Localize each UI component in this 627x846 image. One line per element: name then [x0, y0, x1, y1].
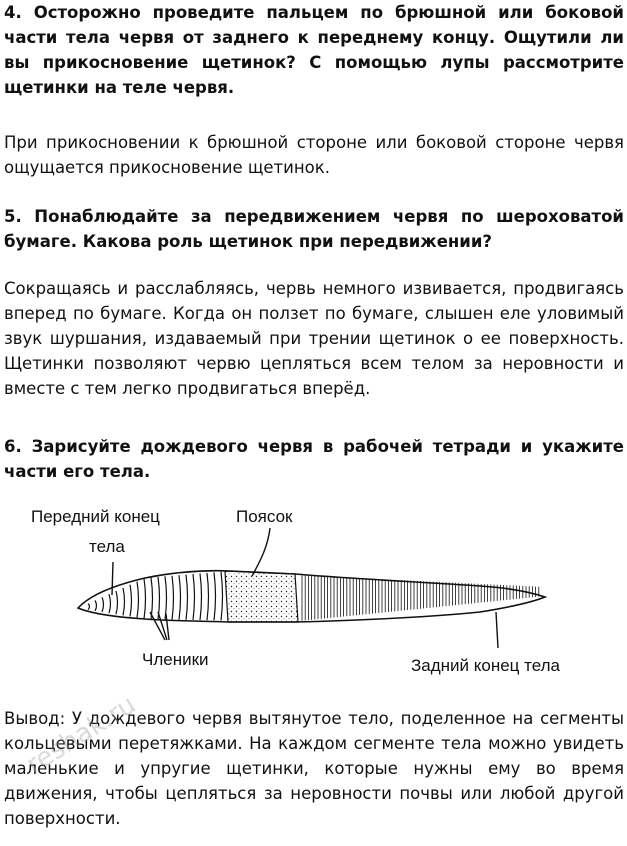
label-front-end-line1: Передний конец — [31, 507, 160, 526]
task6-question: 6. Зарисуйте дождевого червя в рабочей тетради и укажите части его тела. — [4, 437, 624, 481]
task4-question: 4. Осторожно проведите пальцем по брюшной или боковой части тела червя от заднего к переднему концу. Ощутили ли вы прикосновение щетинок? С помощью лупы рассмотрите щетинки на теле червя. — [4, 3, 624, 97]
watermark-text: reshak.ru — [21, 689, 142, 781]
label-segments: Членики — [142, 650, 209, 669]
label-rear-end: Задний конец тела — [411, 656, 560, 675]
conclusion-text: Вывод: У дождевого червя вытянутое тело, поделенное на сегменты кольцевыми перетяжками. На каждом сегменте тела можно увидеть маленькие и упругие щетинки, которые нужны ему во время движения, чтобы цепляться за неровности почвы или любой другой поверхности. — [4, 709, 624, 828]
girdle-pointer — [252, 528, 270, 576]
task4-answer: При прикосновении к брюшной стороне или боковой стороне червя ощущается прикосновение щетинок. — [4, 133, 624, 177]
task5-answer: Сокращаясь и расслабляясь, червь немного извивается, продвигаясь вперед по бумаге. Когда он ползет по бумаге, слышен еле уловимый звук шуршания, издаваемый при трении щетинок о ее поверхность. Щетинки позволяют червю цепляться всем телом за неровности и вместе с тем легко продвигаться вперёд. — [4, 279, 624, 398]
girdle-region — [225, 571, 298, 622]
front-end-pointer — [112, 562, 113, 595]
label-girdle: Поясок — [236, 507, 293, 526]
rear-end-pointer — [496, 612, 498, 648]
label-front-end-line2: тела — [89, 537, 125, 556]
task5-question: 5. Понаблюдайте за передвижением червя по шероховатой бумаге. Какова роль щетинок при передвижении? — [4, 207, 624, 251]
